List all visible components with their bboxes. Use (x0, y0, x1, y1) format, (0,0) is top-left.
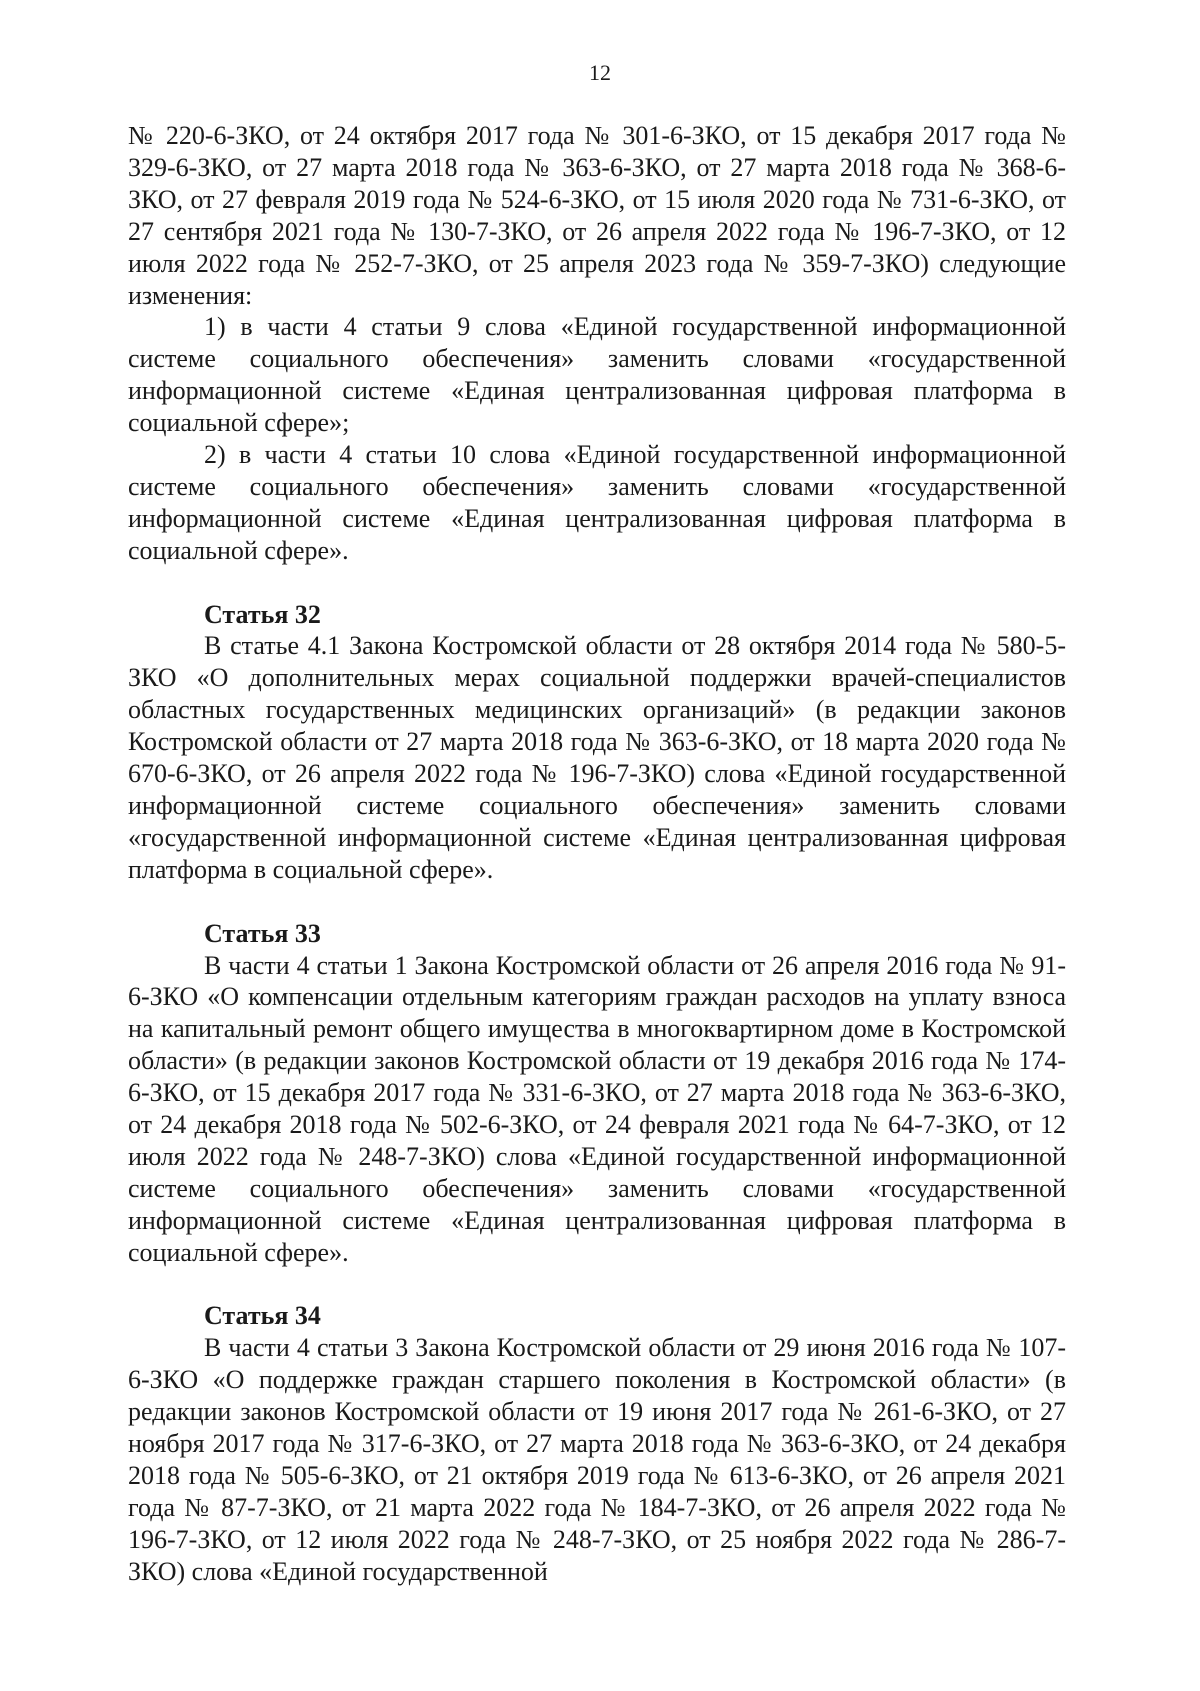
intro-paragraph: № 220-6-ЗКО, от 24 октября 2017 года № 301-6-ЗКО, от 15 декабря 2017 года № 329-6-ЗКО, от 27 марта 2018 года № 363-6-ЗКО, от 27 марта 2018 года № 368-6-ЗКО, от 27 февраля 2019 года № 524-6-ЗКО, от 15 июля 2020 года № 731-6-ЗКО, от 27 сентября 2021 года № 130-7-ЗКО, от 26 апреля 2022 года № 196-7-ЗКО, от 12 июля 2022 года № 252-7-ЗКО, от 25 апреля 2023 года № 359-7-ЗКО) следующие изменения: (128, 121, 1066, 310)
list-item-2: 2) в части 4 статьи 10 слова «Единой государственной информационной системе социального обеспечения» заменить словами «государственной информационной системе «Единая централизованная цифровая платформа в социальной сфере». (128, 440, 1066, 565)
article-heading-33: Статья 33 (204, 918, 321, 948)
article-heading-34: Статья 34 (204, 1301, 321, 1331)
article-text-32: В статье 4.1 Закона Костромской области от 28 октября 2014 года № 580-5-ЗКО «О дополнительных мерах социальной поддержки врачей-специалистов областных государственных медицинских организаций» (в редакции законов Костромской области от 27 марта 2018 года № 363-6-ЗКО, от 18 марта 2020 года № 670-6-ЗКО, от 26 апреля 2022 года № 196-7-ЗКО) слова «Единой государственной информационной системе социального обеспечения» заменить словами «государственной информационной системе «Единая централизованная цифровая платформа в социальной сфере». (128, 631, 1066, 884)
page-number: 12 (589, 60, 611, 85)
article-heading-32: Статья 32 (204, 599, 321, 629)
document-body (128, 120, 1066, 1588)
article-text-33: В части 4 статьи 1 Закона Костромской области от 26 апреля 2016 года № 91-6-ЗКО «О компенсации отдельным категориям граждан расходов на уплату взноса на капитальный ремонт общего имущества в многоквартирном доме в Костромской области» (в редакции законов Костромской области от 19 декабря 2016 года № 174-6-ЗКО, от 15 декабря 2017 года № 331-6-ЗКО, от 27 марта 2018 года № 363-6-ЗКО, от 24 декабря 2018 года № 502-6-ЗКО, от 24 февраля 2021 года № 64-7-ЗКО, от 12 июля 2022 года № 248-7-ЗКО) слова «Единой государственной информационной системе социального обеспечения» заменить словами «государственной информационной системе «Единая централизованная цифровая платформа в социальной сфере». (128, 950, 1066, 1267)
list-item-1: 1) в части 4 статьи 9 слова «Единой государственной информационной системе социального обеспечения» заменить словами «государственной информационной системе «Единая централизованная цифровая платформа в социальной сфере»; (128, 312, 1066, 438)
article-text-34: В части 4 статьи 3 Закона Костромской области от 29 июня 2016 года № 107-6-ЗКО «О поддержке граждан старшего поколения в Костромской области» (в редакции законов Костромской области от 19 июня 2017 года № 261-6-ЗКО, от 27 ноября 2017 года № 317-6-ЗКО, от 27 марта 2018 года № 363-6-ЗКО, от 24 декабря 2018 года № 505-6-ЗКО, от 21 октября 2019 года № 613-6-ЗКО, от 26 апреля 2021 года № 87-7-ЗКО, от 21 марта 2022 года № 184-7-ЗКО, от 26 апреля 2022 года № 196-7-ЗКО, от 12 июля 2022 года № 248-7-ЗКО, от 25 ноября 2022 года № 286-7-ЗКО) слова «Единой государственной (128, 1333, 1066, 1586)
